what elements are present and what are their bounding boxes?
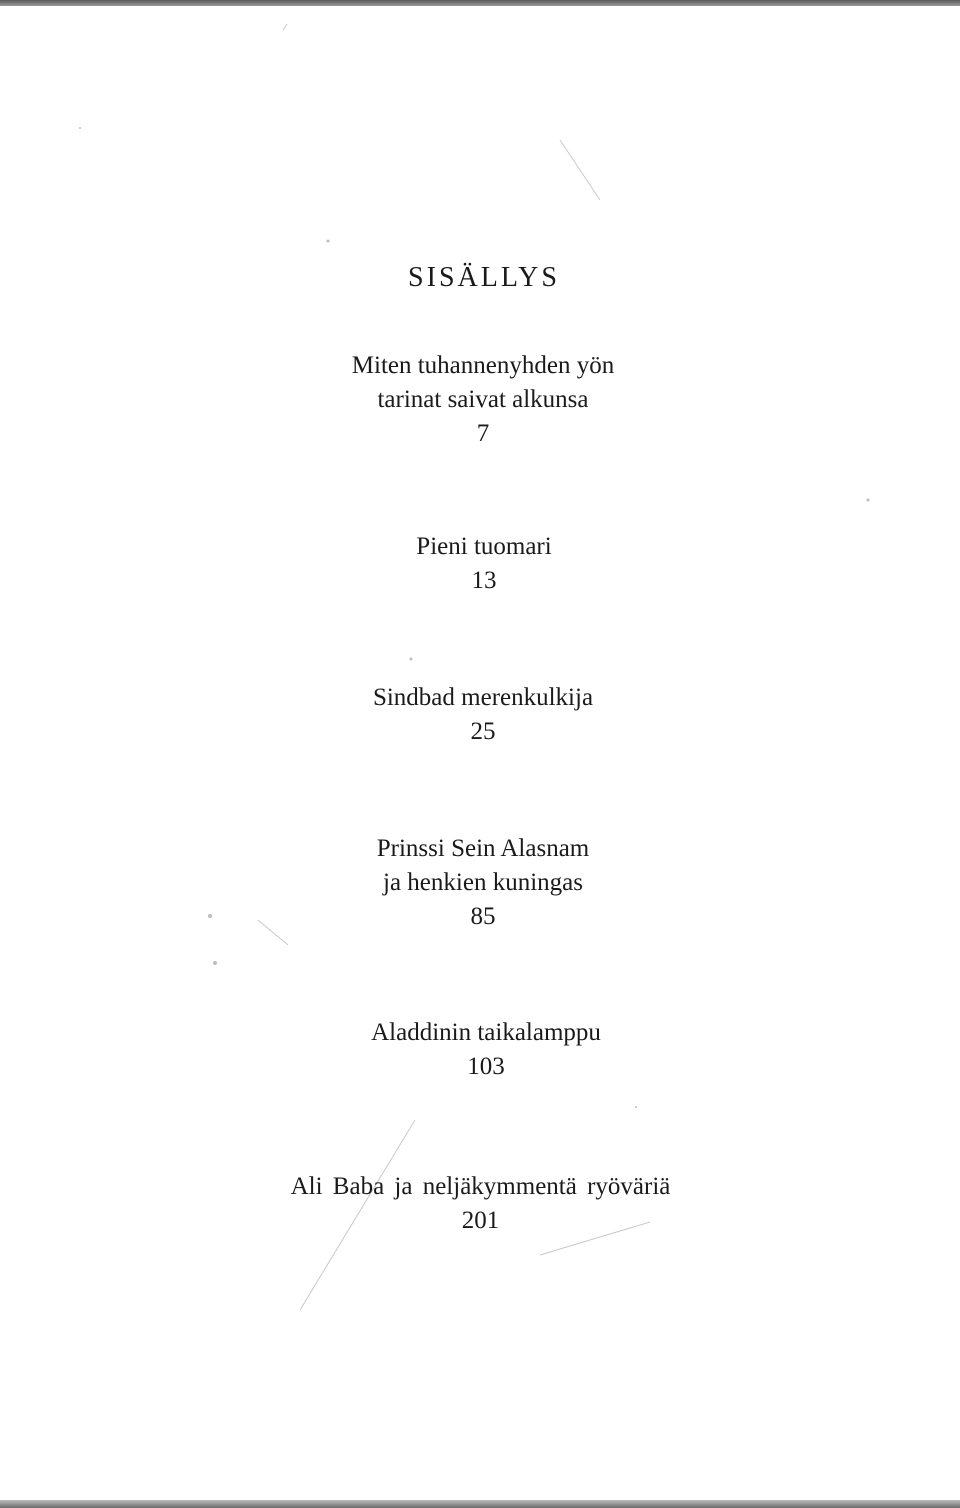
entry-title-line: Aladdinin taikalamppu: [371, 1019, 601, 1046]
toc-entry: [0, 1016, 960, 1084]
entry-page-number: 103: [467, 1053, 505, 1080]
entry-title-line: Ali Baba ja neljäkymmentä ryöväriä: [290, 1173, 671, 1200]
entry-page-number: 85: [470, 903, 496, 930]
entry-title-line: Miten tuhannenyhden yön: [351, 352, 615, 379]
toc-entry: [0, 681, 960, 749]
entry-title-line: Prinssi Sein Alasnam: [376, 835, 590, 862]
entry-page-number: 201: [461, 1207, 500, 1234]
toc-entry: [0, 530, 960, 598]
toc-entry: [0, 1170, 960, 1238]
entry-page-number: 13: [471, 567, 497, 594]
entry-title-line: Pieni tuomari: [416, 533, 552, 560]
page-top-edge: [0, 0, 960, 6]
contents-heading: SISÄLLYS: [408, 262, 560, 293]
entry-title-line: Sindbad merenkulkija: [372, 684, 594, 711]
entry-page-number: 25: [470, 718, 496, 745]
toc-entry: [0, 832, 960, 934]
entry-title-line: ja henkien kuningas: [383, 869, 583, 896]
entry-title-line: tarinat saivat alkunsa: [377, 386, 589, 413]
page-bottom-edge: [0, 1500, 960, 1508]
toc-entry: [0, 349, 960, 451]
entry-page-number: 7: [476, 420, 490, 447]
